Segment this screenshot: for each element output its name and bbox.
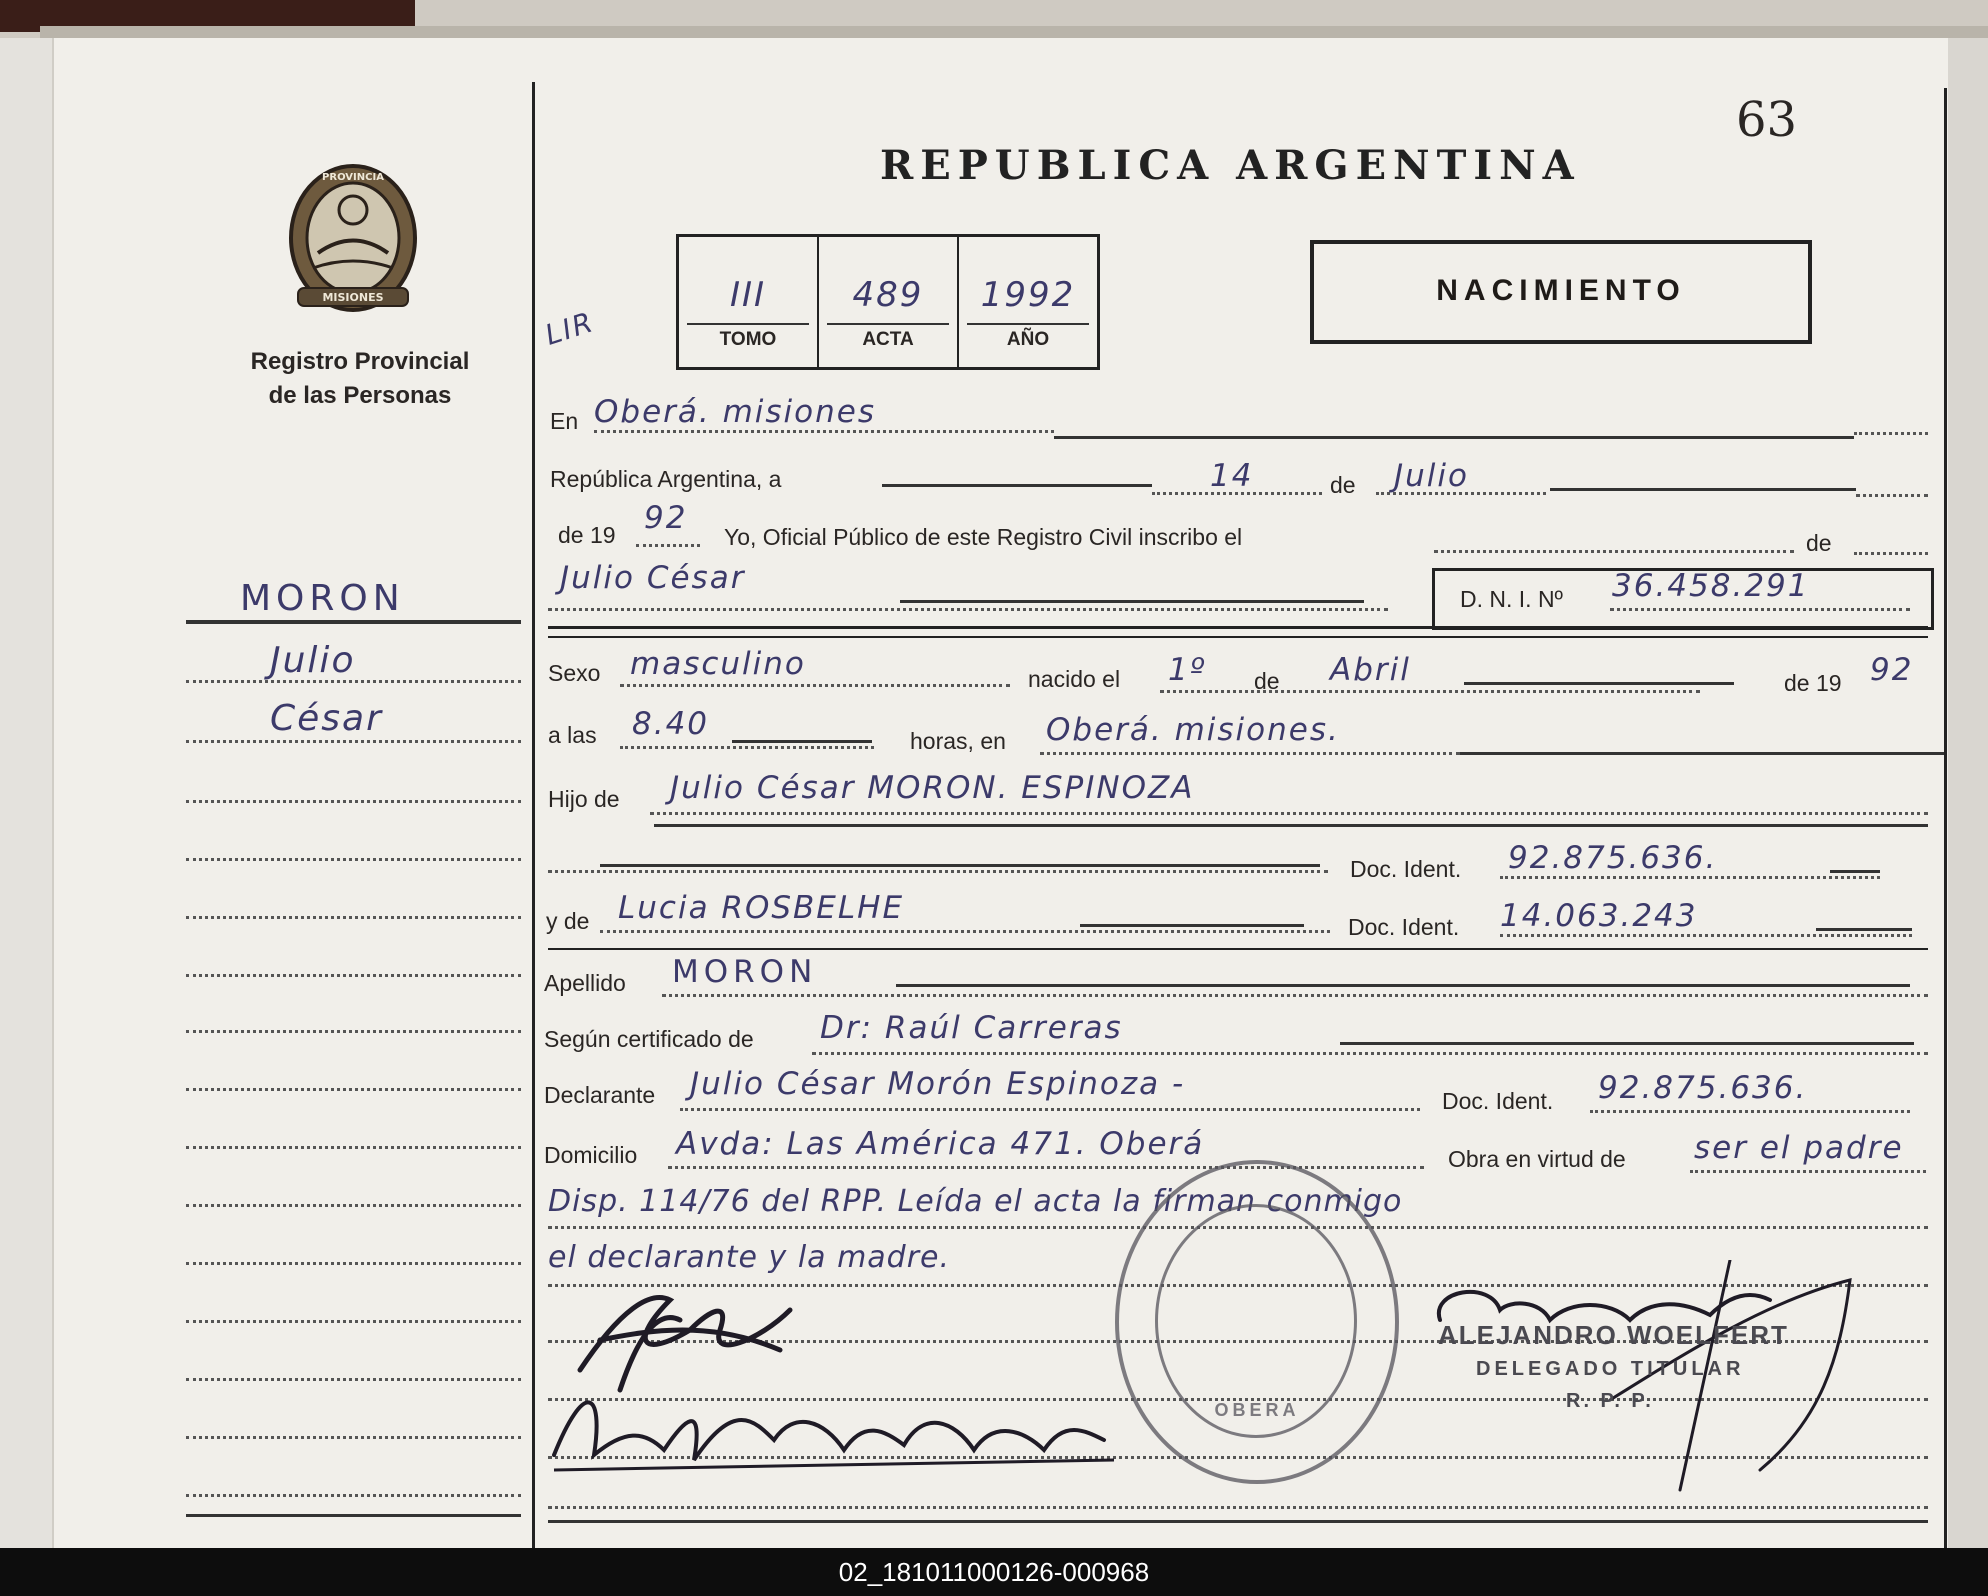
y-de-label: y de xyxy=(546,908,590,934)
birth-year-suffix-value: 92 xyxy=(1870,652,1914,688)
domicilio-value: Avda: Las América 471. Oberá xyxy=(676,1126,1205,1162)
fill-line xyxy=(1460,752,1944,755)
page-number: 63 xyxy=(1736,92,1798,148)
fill-line xyxy=(732,740,872,743)
svg-text:MISIONES: MISIONES xyxy=(322,291,384,304)
side-dotted-line xyxy=(186,1378,521,1381)
side-given-name-2: César xyxy=(270,698,383,739)
fill-line xyxy=(896,984,1910,987)
side-dotted-line xyxy=(186,916,521,919)
declarante-label: Declarante xyxy=(544,1082,656,1108)
side-given-name-1: Julio xyxy=(270,640,356,681)
mother-signature-icon xyxy=(544,1360,1124,1480)
dotted-line xyxy=(680,1108,1420,1111)
svg-text:PROVINCIA: PROVINCIA xyxy=(322,172,384,183)
file-id-caption: 02_181011000126-000968 xyxy=(0,1548,1988,1596)
fill-line xyxy=(1816,928,1912,931)
birth-year-prefix-label: de 19 xyxy=(1784,670,1842,696)
dotted-line xyxy=(1856,494,1928,497)
anio-label: AÑO xyxy=(967,323,1089,351)
dotted-line xyxy=(1500,934,1912,937)
side-dotted-line xyxy=(186,800,521,803)
side-dotted-line xyxy=(186,1436,521,1439)
section-rule xyxy=(548,626,1928,629)
side-dotted-line xyxy=(186,1030,521,1033)
misiones-seal-icon xyxy=(278,158,428,318)
declarante-doc-label: Doc. Ident. xyxy=(1442,1088,1554,1114)
fill-line xyxy=(600,864,1320,867)
obra-label: Obra en virtud de xyxy=(1448,1146,1626,1172)
tomo-cell xyxy=(679,237,819,367)
dotted-line xyxy=(650,812,1928,815)
side-dotted-line xyxy=(186,858,521,861)
side-bottom-rule xyxy=(186,1514,521,1517)
acta-value: 489 xyxy=(852,275,924,315)
a-las-label: a las xyxy=(548,722,597,748)
side-dotted-line xyxy=(186,1088,521,1091)
fill-line xyxy=(1340,1042,1914,1045)
dotted-line xyxy=(1040,752,1460,755)
dotted-line xyxy=(620,746,874,749)
side-dotted-line xyxy=(186,1320,521,1323)
tomo-label: TOMO xyxy=(687,323,809,351)
apellido-value: MORON xyxy=(672,954,818,990)
horas-label: horas, en xyxy=(910,728,1006,754)
declarante-doc-value: 92.875.636. xyxy=(1598,1070,1808,1106)
dotted-line xyxy=(1434,550,1794,553)
official-office: R. P. P. xyxy=(1566,1390,1654,1412)
declarante-value: Julio César Morón Espinoza - xyxy=(690,1066,1186,1102)
side-dotted-line xyxy=(186,1262,521,1265)
anio-cell xyxy=(959,237,1097,367)
father-doc-label: Doc. Ident. xyxy=(1350,856,1462,882)
dotted-line xyxy=(1854,552,1928,555)
fill-line xyxy=(1464,682,1734,685)
side-surname-rule xyxy=(186,620,521,624)
dotted-line xyxy=(1376,492,1546,495)
act-type-box xyxy=(1310,240,1812,344)
section-rule xyxy=(548,636,1928,638)
dotted-line xyxy=(594,430,1054,433)
year-prefix-label: de 19 xyxy=(558,522,616,548)
de-label: de xyxy=(1330,472,1356,498)
dotted-line xyxy=(1854,432,1928,435)
dotted-line xyxy=(668,1166,1424,1169)
dni-value: 36.458.291 xyxy=(1612,568,1810,604)
disp-line: Disp. 114/76 del RPP. Leída el acta la firman conmigo xyxy=(548,1184,1403,1219)
acta-cell xyxy=(819,237,959,367)
mother-value: Lucia ROSBELHE xyxy=(618,890,905,926)
father-value: Julio César MORON. ESPINOZA xyxy=(670,770,1195,806)
dotted-line xyxy=(1500,876,1880,879)
child-name-value: Julio César xyxy=(560,560,746,596)
mother-doc-label: Doc. Ident. xyxy=(1348,914,1460,940)
hijo-label: Hijo de xyxy=(548,786,620,812)
left-column-divider xyxy=(532,82,535,1548)
certificado-value: Dr: Raúl Carreras xyxy=(820,1010,1123,1046)
disp-line-2: el declarante y la madre. xyxy=(548,1240,951,1275)
dotted-line xyxy=(1590,1110,1910,1113)
dotted-line xyxy=(600,930,1330,933)
bottom-rule xyxy=(548,1520,1928,1523)
obra-value: ser el padre xyxy=(1694,1130,1904,1166)
father-doc-value: 92.875.636. xyxy=(1508,840,1718,876)
dotted-line xyxy=(548,1506,1928,1509)
margin-note: LIR xyxy=(541,305,599,352)
official-stamp xyxy=(1115,1160,1399,1484)
sexo-value: masculino xyxy=(630,646,806,682)
apellido-label: Apellido xyxy=(544,970,626,996)
sexo-label: Sexo xyxy=(548,660,601,686)
acta-label: ACTA xyxy=(827,323,949,351)
stamp-place: OBERA xyxy=(1214,1400,1300,1420)
domicilio-label: Domicilio xyxy=(544,1142,638,1168)
fill-line xyxy=(654,824,1928,827)
birth-de-label: de xyxy=(1254,668,1280,694)
fill-line xyxy=(1830,870,1880,873)
fill-line xyxy=(900,600,1364,603)
dotted-line xyxy=(662,994,1928,997)
de-end-label: de xyxy=(1806,530,1832,556)
dotted-line xyxy=(548,870,1328,873)
right-border xyxy=(1944,88,1947,1548)
fill-line xyxy=(1054,436,1854,439)
acta-reference-box xyxy=(676,234,1100,370)
side-dotted-line xyxy=(186,974,521,977)
birth-place-value: Oberá. misiones. xyxy=(1046,712,1340,748)
en-label: En xyxy=(550,408,579,434)
dotted-line xyxy=(1610,608,1910,611)
republica-label: República Argentina, a xyxy=(550,466,782,492)
year-suffix-value: 92 xyxy=(644,500,688,536)
place-value: Oberá. misiones xyxy=(594,394,877,430)
official-title: DELEGADO TITULAR xyxy=(1476,1358,1745,1380)
day-value: 14 xyxy=(1210,458,1254,494)
registry-name: Registro Provincial de las Personas xyxy=(250,348,470,409)
fill-line xyxy=(1080,924,1304,927)
dotted-line xyxy=(812,1052,1928,1055)
side-dotted-line xyxy=(186,680,521,683)
birth-month-value: Abril xyxy=(1330,652,1411,688)
segun-label: Según certificado de xyxy=(544,1026,754,1052)
yo-text: Yo, Oficial Público de este Registro Civil inscribo el xyxy=(724,524,1243,550)
birth-day-value: 1º xyxy=(1168,652,1207,688)
side-dotted-line xyxy=(186,1204,521,1207)
dotted-line xyxy=(1160,690,1700,693)
dni-label: D. N. I. Nº xyxy=(1460,586,1563,612)
book-top-edge xyxy=(0,0,1988,40)
side-dotted-line xyxy=(186,1494,521,1497)
nacido-label: nacido el xyxy=(1028,666,1121,692)
side-dotted-line xyxy=(186,740,521,743)
month-value: Julio xyxy=(1394,458,1469,494)
section-rule xyxy=(548,948,1928,950)
country-heading: REPUBLICA ARGENTINA xyxy=(880,142,1581,189)
tomo-value: III xyxy=(729,275,767,315)
mother-doc-value: 14.063.243 xyxy=(1500,898,1698,934)
dotted-line xyxy=(1690,1170,1926,1173)
dotted-line xyxy=(620,684,1010,687)
act-type-label: NACIMIENTO xyxy=(1436,274,1686,307)
fill-line xyxy=(1550,488,1856,491)
side-surname: MORON xyxy=(240,578,405,619)
dotted-line xyxy=(548,608,1388,611)
official-name: ALEJANDRO WOELFERT xyxy=(1438,1320,1789,1350)
anio-value: 1992 xyxy=(980,275,1076,315)
time-value: 8.40 xyxy=(632,706,710,742)
side-dotted-line xyxy=(186,1146,521,1149)
dotted-line xyxy=(636,544,700,547)
fill-line xyxy=(882,484,1152,487)
